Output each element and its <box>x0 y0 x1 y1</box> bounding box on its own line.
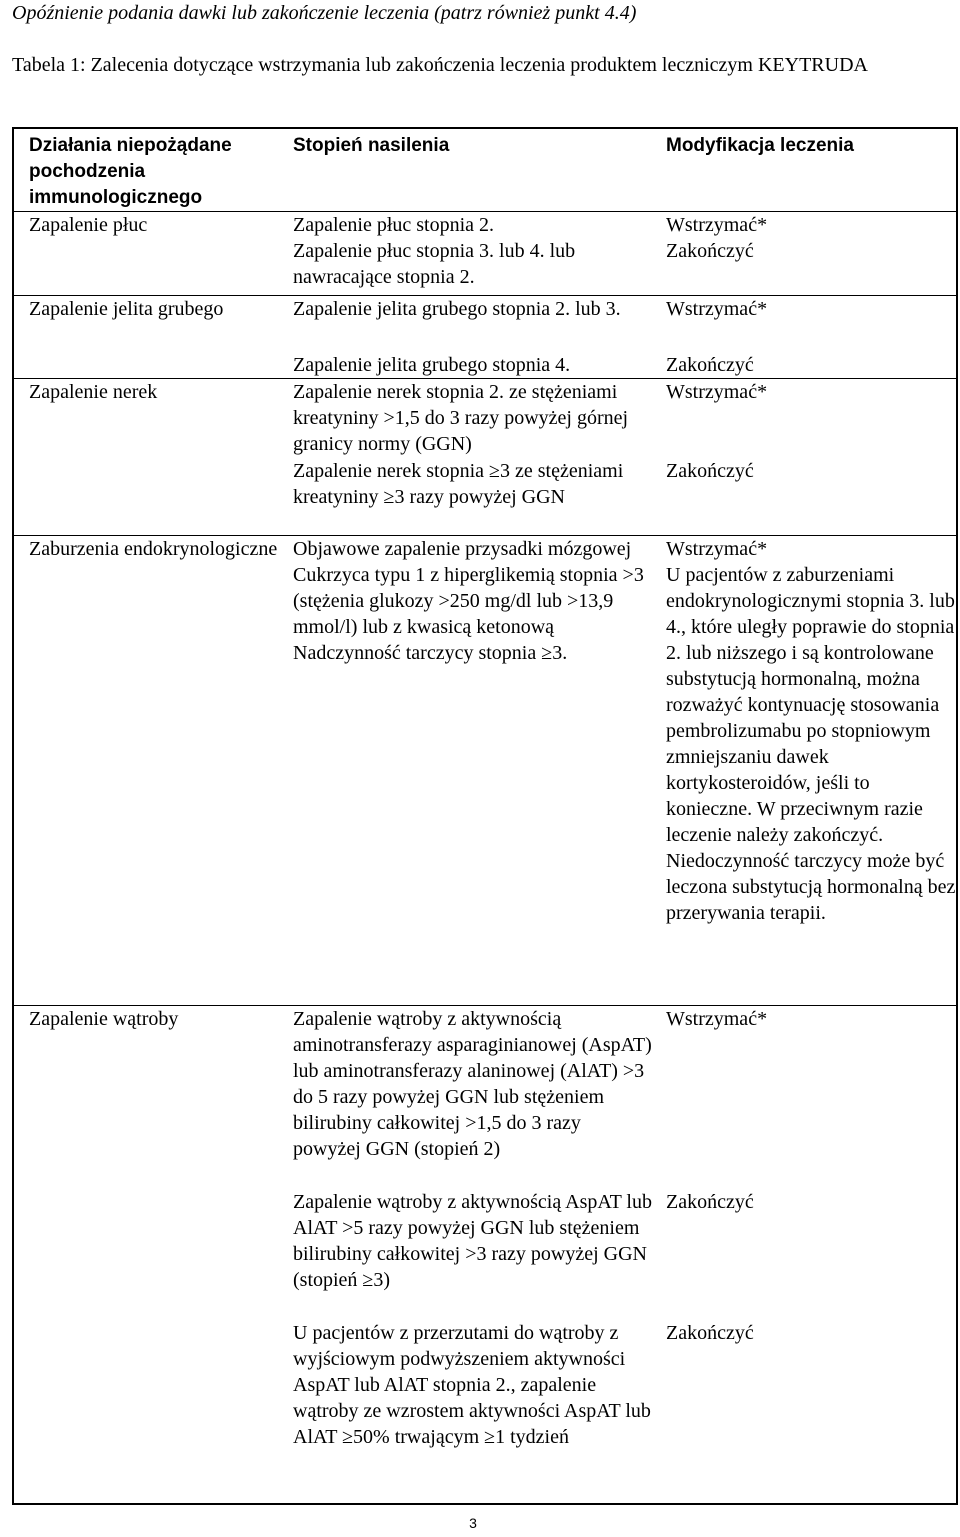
reaction-cell: Zapalenie nerek <box>13 379 279 458</box>
modification-cell: Zakończyć <box>652 458 957 536</box>
header-treatment-modification: Modyfikacja leczenia <box>652 128 957 212</box>
modification-cell: Zakończyć <box>652 1189 957 1320</box>
modification-cell: Wstrzymać* <box>652 379 957 458</box>
recommendations-table <box>12 127 958 1505</box>
reaction-cell: Zapalenie jelita grubego <box>13 295 279 352</box>
table-header-row <box>13 128 957 212</box>
modification-cell: Wstrzymać* <box>652 295 957 352</box>
reaction-cell: Zapalenie płuc <box>13 212 279 239</box>
table-row <box>13 379 957 458</box>
section-heading: Opóźnienie podania dawki lub zakończenie leczenia (patrz również punkt 4.4) <box>12 2 637 24</box>
severity-cell: Objawowe zapalenie przysadki mózgowej Cukrzyca typu 1 z hiperglikemią stopnia >3 (stężenia glukozy >250 mg/dl lub >13,9 mmol/l) lub z kwasicą ketonową Nadczynność tarczycy stopnia ≥3. <box>279 536 652 1006</box>
modification-cell: Wstrzymać* U pacjentów z zaburzeniami endokrynologicznymi stopnia 3. lub 4., które uległy poprawie do stopnia 2. lub niższego i są kontrolowane substytucją hormonalną, można rozważyć kontynuację stosowania pembrolizumabu po stopniowym zmniejszaniu dawek kortykosteroidów, jeśli to konieczne. W przeciwnym razie leczenie należy zakończyć. Niedoczynność tarczycy może być leczona substytucją hormonalną bez przerywania terapii. <box>652 536 957 1006</box>
severity-cell: Zapalenie płuc stopnia 2. <box>279 212 652 239</box>
severity-cell: U pacjentów z przerzutami do wątroby z wyjściowym podwyższeniem aktywności AspAT lub AlAT stopnia 2., zapalenie wątroby ze wzrostem aktywności AspAT lub AlAT ≥50% trwającym ≥1 tydzień <box>279 1320 652 1504</box>
table-row <box>13 238 957 295</box>
table-row <box>13 1189 957 1320</box>
table-row <box>13 1006 957 1189</box>
severity-cell: Zapalenie jelita grubego stopnia 2. lub 3. <box>279 295 652 352</box>
severity-cell: Zapalenie płuc stopnia 3. lub 4. lub nawracające stopnia 2. <box>293 240 576 288</box>
severity-cell: Zapalenie nerek stopnia ≥3 ze stężeniami kreatyniny ≥3 razy powyżej GGN <box>293 459 624 508</box>
header-severity: Stopień nasilenia <box>279 128 652 212</box>
modification-cell: Zakończyć <box>652 1320 957 1504</box>
reaction-cell: Zaburzenia endokrynologiczne <box>13 536 279 1006</box>
table-caption: Tabela 1: Zalecenia dotyczące wstrzymania lub zakończenia leczenia produktem leczniczym KEYTRUDA <box>12 54 868 76</box>
severity-cell: Zapalenie wątroby z aktywnością aminotransferazy asparaginianowej (AspAT) lub aminotransferazy alaninowej (AlAT) >3 do 5 razy powyżej GGN lub stężeniem bilirubiny całkowitej >1,5 do 3 razy powyżej GGN (stopień 2) <box>279 1006 652 1189</box>
severity-cell: Zapalenie wątroby z aktywnością AspAT lub AlAT >5 razy powyżej GGN lub stężeniem bilirubiny całkowitej >3 razy powyżej GGN (stopień ≥3) <box>293 1190 652 1291</box>
severity-cell: Zapalenie jelita grubego stopnia 4. <box>293 354 571 376</box>
table-row <box>13 295 957 352</box>
modification-cell: Wstrzymać* <box>652 1006 957 1189</box>
reaction-cell <box>13 1189 279 1320</box>
modification-cell: Zakończyć <box>652 352 957 379</box>
table-row <box>13 352 957 379</box>
reaction-cell <box>13 352 279 379</box>
reaction-cell <box>13 238 279 295</box>
reaction-cell <box>13 1320 279 1504</box>
reaction-cell <box>13 458 279 536</box>
reaction-cell: Zapalenie wątroby <box>13 1006 279 1189</box>
header-adverse-reactions: Działania niepożądane pochodzenia immunologicznego <box>13 128 279 212</box>
table-row <box>13 212 957 239</box>
table-row <box>13 458 957 536</box>
modification-cell: Zakończyć <box>652 238 957 295</box>
table-row <box>13 536 957 1006</box>
table-row <box>13 1320 957 1504</box>
severity-cell: Zapalenie nerek stopnia 2. ze stężeniami kreatyniny >1,5 do 3 razy powyżej górnej granicy normy (GGN) <box>279 379 652 458</box>
page-number: 3 <box>469 1515 477 1531</box>
modification-cell: Wstrzymać* <box>652 212 957 239</box>
